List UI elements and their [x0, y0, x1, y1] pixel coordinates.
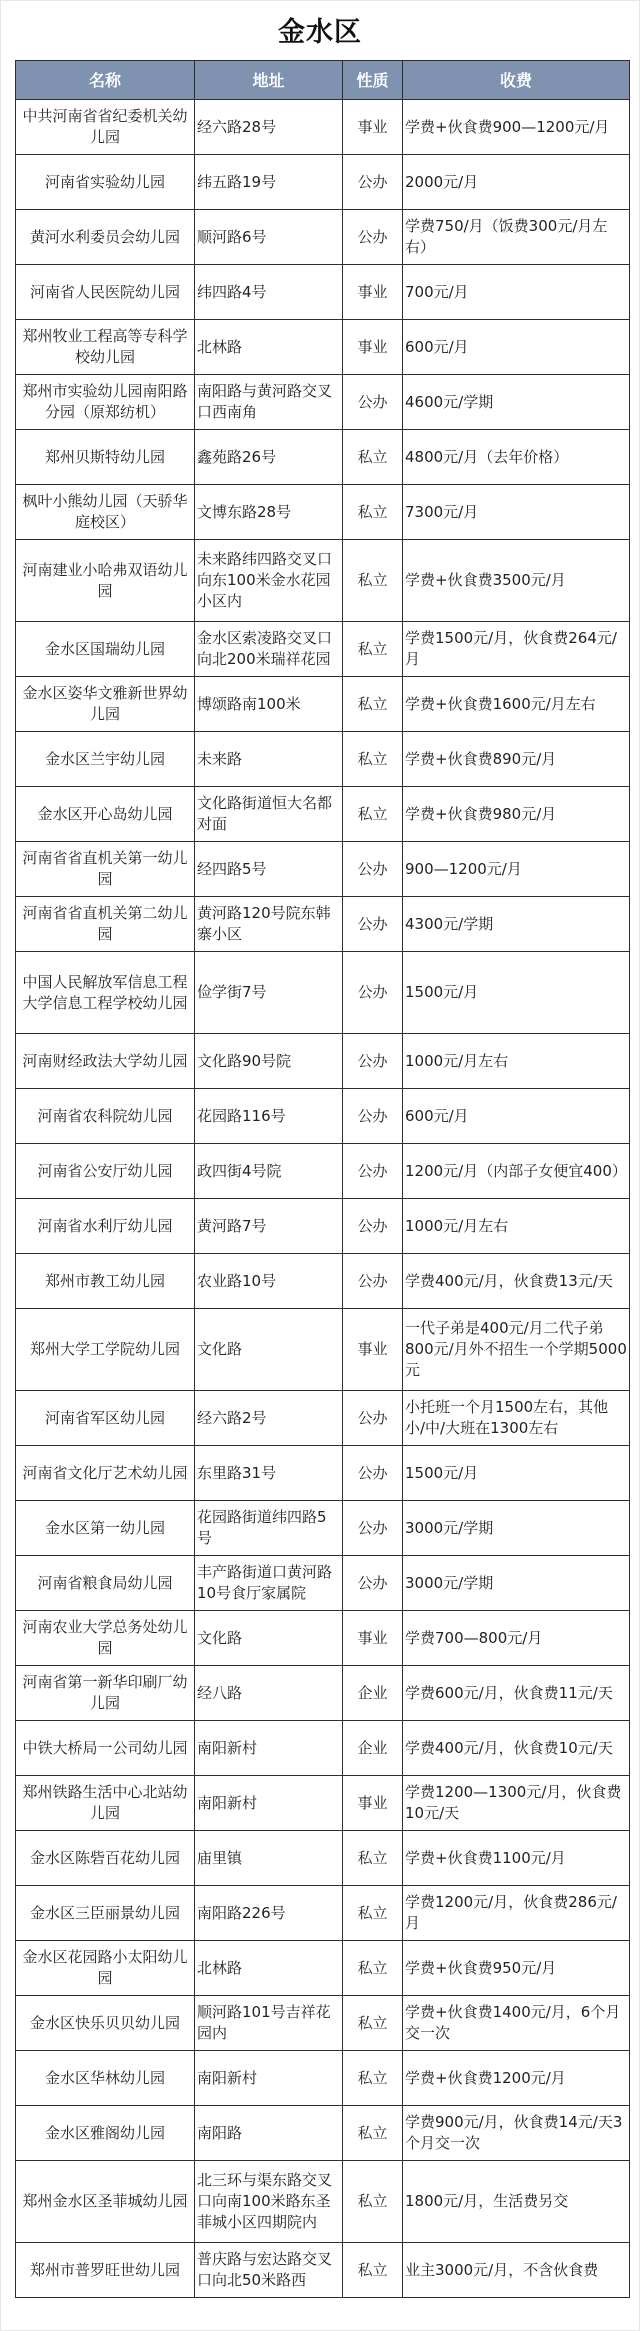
- cell-name: 河南省第一新华印刷厂幼儿园: [16, 1666, 195, 1721]
- cell-name: 河南省公安厅幼儿园: [16, 1144, 195, 1199]
- cell-address: 金水区索凌路交叉口向北200米瑞祥花园: [195, 622, 343, 677]
- cell-type: 公办: [343, 1391, 403, 1446]
- table-row: [16, 1144, 630, 1199]
- cell-type: 公办: [343, 155, 403, 210]
- table-row: [16, 897, 630, 952]
- cell-type: 公办: [343, 842, 403, 897]
- cell-type: 私立: [343, 2161, 403, 2243]
- cell-address: 南阳路: [195, 2106, 343, 2161]
- cell-address: 南阳路226号: [195, 1886, 343, 1941]
- cell-type: 私立: [343, 430, 403, 485]
- cell-name: 中共河南省省纪委机关幼儿园: [16, 100, 195, 155]
- cell-name: 河南农业大学总务处幼儿园: [16, 1611, 195, 1666]
- page-title: 金水区: [278, 17, 362, 48]
- cell-address: 南阳新村: [195, 2051, 343, 2106]
- table-row: [16, 1501, 630, 1556]
- cell-fee: 学费1200元/月，伙食费286元/月: [403, 1886, 630, 1941]
- table-row: [16, 1776, 630, 1831]
- cell-type: 公办: [343, 1199, 403, 1254]
- header-address: 地址: [195, 61, 343, 100]
- cell-address: 南阳路与黄河路交叉口西南角: [195, 375, 343, 430]
- cell-fee: 学费+伙食费1400元/月，6个月交一次: [403, 1996, 630, 2051]
- cell-fee: 学费600元/月，伙食费11元/天: [403, 1666, 630, 1721]
- cell-address: 黄河路120号院东韩寨小区: [195, 897, 343, 952]
- table-row: [16, 1941, 630, 1996]
- table-row: [16, 787, 630, 842]
- cell-fee: 700元/月: [403, 265, 630, 320]
- table-row: [16, 100, 630, 155]
- cell-fee: 学费+伙食费1600元/月左右: [403, 677, 630, 732]
- cell-type: 公办: [343, 1556, 403, 1611]
- cell-fee: 4600元/学期: [403, 375, 630, 430]
- cell-fee: 600元/月: [403, 320, 630, 375]
- cell-type: 事业: [343, 320, 403, 375]
- cell-type: 私立: [343, 2051, 403, 2106]
- cell-fee: 900—1200元/月: [403, 842, 630, 897]
- cell-address: 文化路: [195, 1611, 343, 1666]
- header-type: 性质: [343, 61, 403, 100]
- cell-address: 经四路5号: [195, 842, 343, 897]
- table-row: [16, 1556, 630, 1611]
- table-row: [16, 1666, 630, 1721]
- cell-fee: 600元/月: [403, 1089, 630, 1144]
- cell-address: 东里路31号: [195, 1446, 343, 1501]
- cell-address: 未来路: [195, 732, 343, 787]
- cell-type: 私立: [343, 1886, 403, 1941]
- table-row: [16, 320, 630, 375]
- cell-fee: 3000元/学期: [403, 1556, 630, 1611]
- table-header-row: [16, 61, 630, 100]
- cell-fee: 4300元/学期: [403, 897, 630, 952]
- cell-name: 中国人民解放军信息工程大学信息工程学校幼儿园: [16, 952, 195, 1034]
- cell-fee: 1500元/月: [403, 1446, 630, 1501]
- table-row: [16, 1034, 630, 1089]
- cell-address: 经六路2号: [195, 1391, 343, 1446]
- table-row: [16, 430, 630, 485]
- cell-fee: 4800元/月（去年价格）: [403, 430, 630, 485]
- cell-fee: 学费400元/月，伙食费10元/天: [403, 1721, 630, 1776]
- cell-address: 文化路街道恒大名都对面: [195, 787, 343, 842]
- cell-address: 经六路28号: [195, 100, 343, 155]
- cell-name: 金水区第一幼儿园: [16, 1501, 195, 1556]
- cell-type: 公办: [343, 952, 403, 1034]
- cell-name: 金水区三臣丽景幼儿园: [16, 1886, 195, 1941]
- cell-address: 顺河路101号吉祥花园内: [195, 1996, 343, 2051]
- table-row: [16, 2051, 630, 2106]
- cell-fee: 2000元/月: [403, 155, 630, 210]
- cell-name: 金水区陈砦百花幼儿园: [16, 1831, 195, 1886]
- cell-fee: 学费400元/月，伙食费13元/天: [403, 1254, 630, 1309]
- cell-name: 枫叶小熊幼儿园（天骄华庭校区）: [16, 485, 195, 540]
- cell-name: 河南财经政法大学幼儿园: [16, 1034, 195, 1089]
- cell-type: 公办: [343, 1446, 403, 1501]
- cell-address: 黄河路7号: [195, 1199, 343, 1254]
- cell-type: 公办: [343, 1144, 403, 1199]
- cell-fee: 学费900元/月，伙食费14元/天3个月交一次: [403, 2106, 630, 2161]
- table-row: [16, 1309, 630, 1391]
- cell-type: 公办: [343, 897, 403, 952]
- cell-fee: 学费+伙食费1100元/月: [403, 1831, 630, 1886]
- table-row: [16, 1199, 630, 1254]
- cell-address: 文博东路28号: [195, 485, 343, 540]
- cell-address: 顺河路6号: [195, 210, 343, 265]
- cell-name: 金水区快乐贝贝幼儿园: [16, 1996, 195, 2051]
- table-row: [16, 1886, 630, 1941]
- cell-type: 私立: [343, 677, 403, 732]
- cell-address: 纬四路4号: [195, 265, 343, 320]
- cell-address: 未来路纬四路交叉口向东100米金水花园小区内: [195, 540, 343, 622]
- cell-name: 郑州铁路生活中心北站幼儿园: [16, 1776, 195, 1831]
- cell-address: 俭学街7号: [195, 952, 343, 1034]
- cell-name: 郑州市教工幼儿园: [16, 1254, 195, 1309]
- cell-address: 纬五路19号: [195, 155, 343, 210]
- cell-address: 北林路: [195, 1941, 343, 1996]
- table-row: [16, 155, 630, 210]
- table-row: [16, 1721, 630, 1776]
- table-row: [16, 485, 630, 540]
- cell-name: 河南省实验幼儿园: [16, 155, 195, 210]
- table-row: [16, 375, 630, 430]
- cell-name: 郑州市普罗旺世幼儿园: [16, 2243, 195, 2298]
- cell-type: 私立: [343, 787, 403, 842]
- table-row: [16, 622, 630, 677]
- cell-type: 公办: [343, 1254, 403, 1309]
- cell-name: 金水区姿华文雅新世界幼儿园: [16, 677, 195, 732]
- cell-fee: 7300元/月: [403, 485, 630, 540]
- cell-type: 事业: [343, 265, 403, 320]
- cell-type: 私立: [343, 2243, 403, 2298]
- cell-address: 博颂路南100米: [195, 677, 343, 732]
- cell-fee: 一代子弟是400元/月二代子弟800元/月外不招生一个学期5000元: [403, 1309, 630, 1391]
- cell-type: 私立: [343, 1941, 403, 1996]
- cell-fee: 学费+伙食费950元/月: [403, 1941, 630, 1996]
- cell-type: 私立: [343, 622, 403, 677]
- cell-type: 私立: [343, 2106, 403, 2161]
- table-row: [16, 842, 630, 897]
- cell-address: 文化路90号院: [195, 1034, 343, 1089]
- cell-fee: 学费+伙食费1200元/月: [403, 2051, 630, 2106]
- cell-name: 河南省农科院幼儿园: [16, 1089, 195, 1144]
- table-row: [16, 1254, 630, 1309]
- cell-fee: 3000元/学期: [403, 1501, 630, 1556]
- cell-name: 河南省水利厅幼儿园: [16, 1199, 195, 1254]
- table-row: [16, 1831, 630, 1886]
- cell-address: 文化路: [195, 1309, 343, 1391]
- cell-address: 北三环与渠东路交叉口向南100米路东圣菲城小区四期院内: [195, 2161, 343, 2243]
- cell-type: 公办: [343, 375, 403, 430]
- cell-fee: 学费+伙食费980元/月: [403, 787, 630, 842]
- cell-address: 政四街4号院: [195, 1144, 343, 1199]
- cell-address: 农业路10号: [195, 1254, 343, 1309]
- cell-name: 郑州大学工学院幼儿园: [16, 1309, 195, 1391]
- cell-fee: 学费+伙食费900—1200元/月: [403, 100, 630, 155]
- cell-address: 花园路街道纬四路5号: [195, 1501, 343, 1556]
- cell-name: 金水区雅阁幼儿园: [16, 2106, 195, 2161]
- cell-address: 南阳新村: [195, 1721, 343, 1776]
- cell-name: 河南省省直机关第二幼儿园: [16, 897, 195, 952]
- cell-type: 公办: [343, 1089, 403, 1144]
- cell-name: 郑州牧业工程高等专科学校幼儿园: [16, 320, 195, 375]
- cell-fee: 学费750/月（饭费300元/月左右）: [403, 210, 630, 265]
- cell-fee: 学费+伙食费3500元/月: [403, 540, 630, 622]
- cell-address: 北林路: [195, 320, 343, 375]
- cell-name: 金水区兰宇幼儿园: [16, 732, 195, 787]
- table-row: [16, 1391, 630, 1446]
- table-row: [16, 1996, 630, 2051]
- cell-type: 私立: [343, 1831, 403, 1886]
- cell-address: 南阳新村: [195, 1776, 343, 1831]
- table-row: [16, 2106, 630, 2161]
- cell-type: 事业: [343, 1776, 403, 1831]
- cell-address: 花园路116号: [195, 1089, 343, 1144]
- header-name: 名称: [16, 61, 195, 100]
- table-row: [16, 2161, 630, 2243]
- cell-name: 金水区华林幼儿园: [16, 2051, 195, 2106]
- cell-name: 河南省军区幼儿园: [16, 1391, 195, 1446]
- table-row: [16, 2243, 630, 2298]
- cell-name: 郑州贝斯特幼儿园: [16, 430, 195, 485]
- table-row: [16, 1611, 630, 1666]
- kindergarten-fee-table: [15, 60, 630, 2298]
- cell-type: 事业: [343, 100, 403, 155]
- table-row: [16, 540, 630, 622]
- cell-fee: 1000元/月左右: [403, 1199, 630, 1254]
- cell-type: 事业: [343, 1309, 403, 1391]
- table-row: [16, 265, 630, 320]
- cell-type: 企业: [343, 1666, 403, 1721]
- cell-fee: 学费1500元/月，伙食费264元/月: [403, 622, 630, 677]
- cell-address: 鑫苑路26号: [195, 430, 343, 485]
- cell-name: 河南省省直机关第一幼儿园: [16, 842, 195, 897]
- cell-type: 私立: [343, 732, 403, 787]
- cell-fee: 学费+伙食费890元/月: [403, 732, 630, 787]
- cell-address: 丰产路街道口黄河路10号食厅家属院: [195, 1556, 343, 1611]
- cell-type: 私立: [343, 1996, 403, 2051]
- cell-type: 公办: [343, 210, 403, 265]
- table-row: [16, 1089, 630, 1144]
- cell-name: 中铁大桥局一公司幼儿园: [16, 1721, 195, 1776]
- cell-name: 河南省文化厅艺术幼儿园: [16, 1446, 195, 1501]
- cell-type: 公办: [343, 1501, 403, 1556]
- cell-name: 郑州金水区圣菲城幼儿园: [16, 2161, 195, 2243]
- cell-fee: 1800元/月，生活费另交: [403, 2161, 630, 2243]
- cell-fee: 小托班一个月1500左右，其他小/中/大班在1300左右: [403, 1391, 630, 1446]
- cell-fee: 业主3000元/月，不含伙食费: [403, 2243, 630, 2298]
- cell-type: 私立: [343, 485, 403, 540]
- cell-name: 河南建业小哈弗双语幼儿园: [16, 540, 195, 622]
- cell-fee: 1500元/月: [403, 952, 630, 1034]
- cell-name: 黄河水利委员会幼儿园: [16, 210, 195, 265]
- cell-type: 公办: [343, 1034, 403, 1089]
- cell-type: 企业: [343, 1721, 403, 1776]
- cell-fee: 1200元/月（内部子女便宜400）: [403, 1144, 630, 1199]
- cell-name: 河南省粮食局幼儿园: [16, 1556, 195, 1611]
- cell-fee: 学费1200—1300元/月，伙食费10元/天: [403, 1776, 630, 1831]
- cell-address: 庙里镇: [195, 1831, 343, 1886]
- header-fee: 收费: [403, 61, 630, 100]
- table-row: [16, 952, 630, 1034]
- cell-fee: 学费700—800元/月: [403, 1611, 630, 1666]
- cell-type: 事业: [343, 1611, 403, 1666]
- cell-name: 金水区花园路小太阳幼儿园: [16, 1941, 195, 1996]
- table-body: [16, 100, 630, 2298]
- cell-fee: 1000元/月左右: [403, 1034, 630, 1089]
- cell-name: 金水区开心岛幼儿园: [16, 787, 195, 842]
- table-row: [16, 677, 630, 732]
- cell-address: 经八路: [195, 1666, 343, 1721]
- cell-type: 私立: [343, 540, 403, 622]
- table-row: [16, 1446, 630, 1501]
- cell-address: 普庆路与宏达路交叉口向北50米路西: [195, 2243, 343, 2298]
- table-row: [16, 732, 630, 787]
- cell-name: 金水区国瑞幼儿园: [16, 622, 195, 677]
- table-row: [16, 210, 630, 265]
- cell-name: 郑州市实验幼儿园南阳路分园（原郑纺机）: [16, 375, 195, 430]
- cell-name: 河南省人民医院幼儿园: [16, 265, 195, 320]
